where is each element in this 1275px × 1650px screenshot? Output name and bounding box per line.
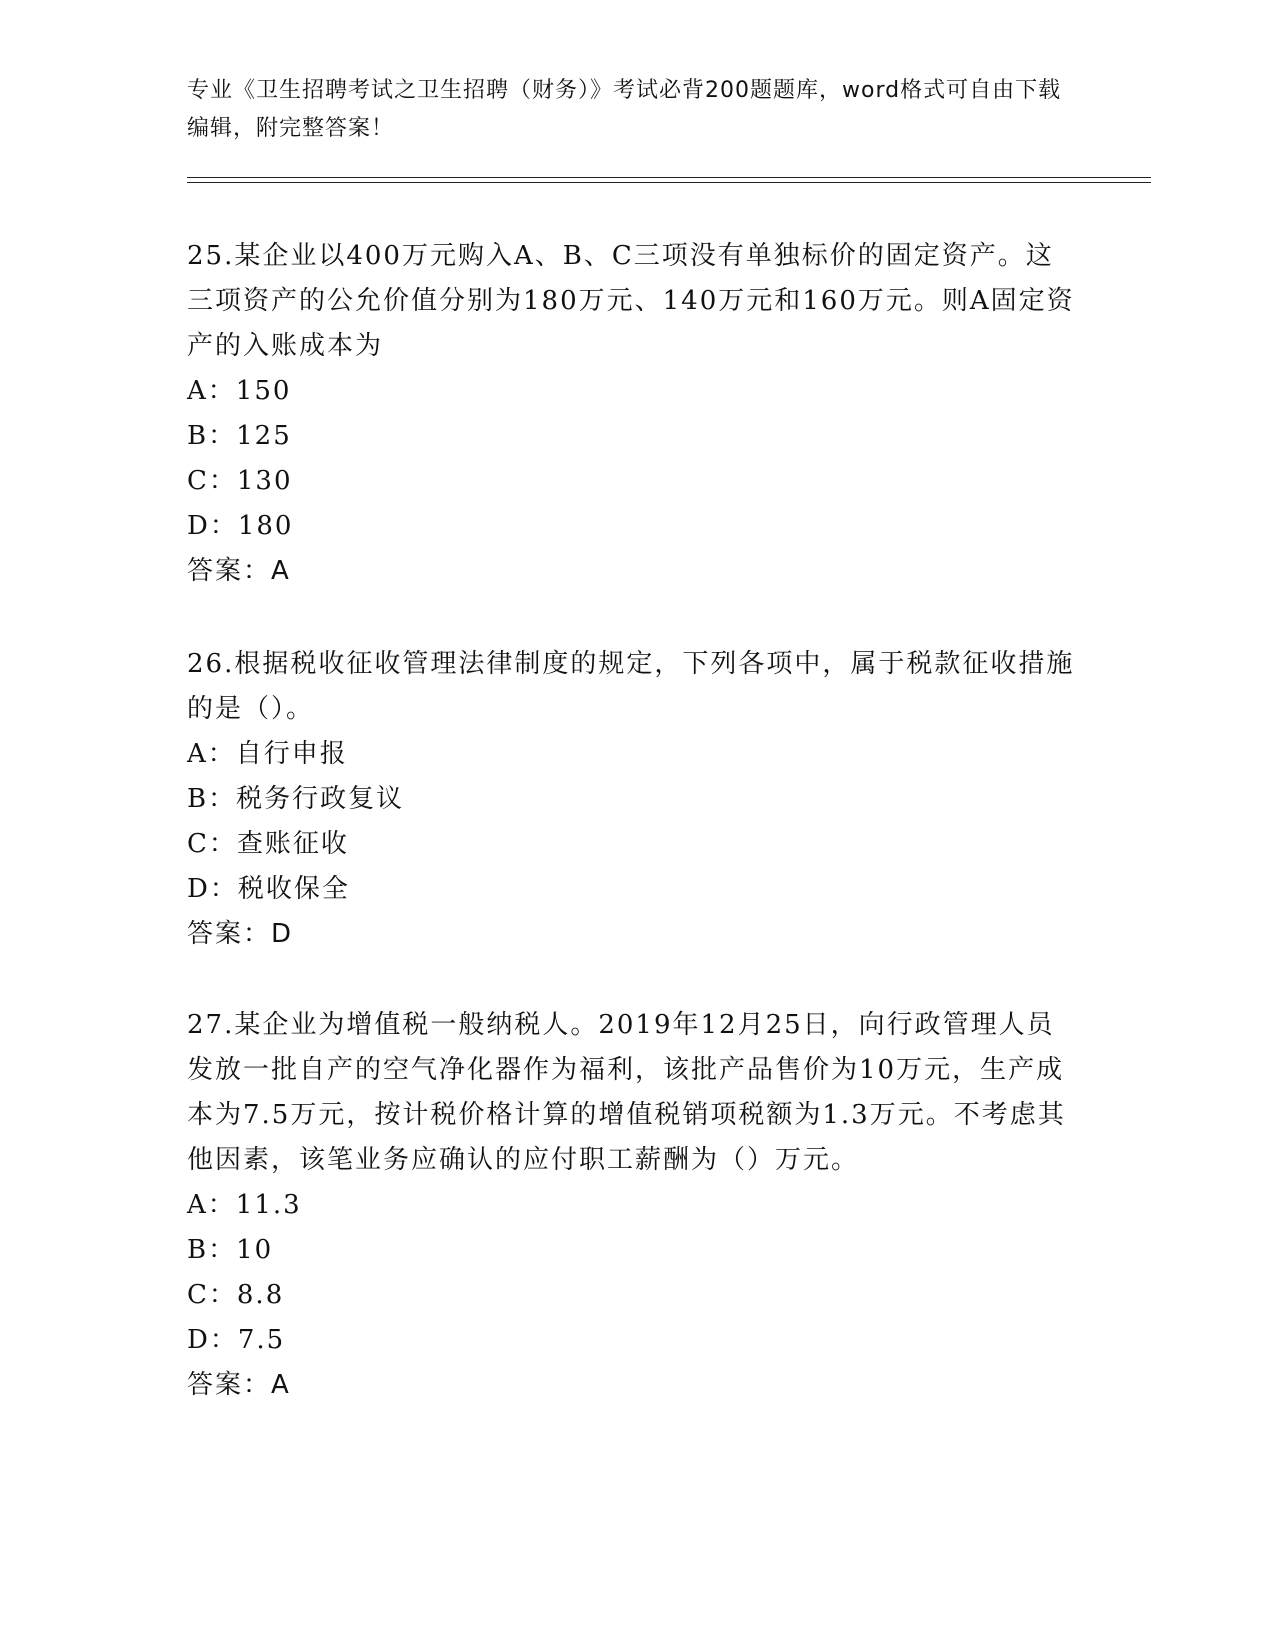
question-stem: 25.某企业以400万元购入A、B、C三项没有单独标价的固定资产。这三项资产的公允价值分别为180万元、140万元和160万元。则A固定资产的入账成本为 [187,241,1075,361]
option-a: A：自行申报 [187,739,348,769]
document-header: 专业《卫生招聘考试之卫生招聘（财务）》考试必背200题题库，word格式可自由下载编辑，附完整答案！ [187,78,1062,141]
option-a: A：150 [187,376,292,406]
answer: 答案：D [187,919,294,949]
question-stem: 27.某企业为增值税一般纳税人。2019年12月25日，向行政管理人员发放一批自产的空气净化器作为福利，该批产品售价为10万元，生产成本为7.5万元，按计税价格计算的增值税销项税额为1.3万元。不考虑其他因素，该笔业务应确认的应付职工薪酬为（）万元。 [187,1010,1066,1175]
option-c: C：130 [187,466,293,496]
option-d: D：7.5 [187,1325,286,1355]
option-b: B：税务行政复议 [187,784,405,814]
question-26 [187,642,1077,957]
option-b: B：10 [187,1235,274,1265]
question-25 [187,234,1077,594]
answer: 答案：A [187,556,291,586]
option-b: B：125 [187,421,292,451]
question-stem: 26.根据税收征收管理法律制度的规定，下列各项中，属于税款征收措施的是（）。 [187,649,1075,724]
option-c: C：查账征收 [187,829,349,859]
header-divider-bottom [187,182,1151,183]
question-27 [187,1003,1077,1408]
header-divider-top [187,177,1151,178]
answer: 答案：A [187,1370,291,1400]
option-d: D：180 [187,511,294,541]
option-a: A：11.3 [187,1190,302,1220]
option-d: D：税收保全 [187,874,350,904]
option-c: C：8.8 [187,1280,285,1310]
